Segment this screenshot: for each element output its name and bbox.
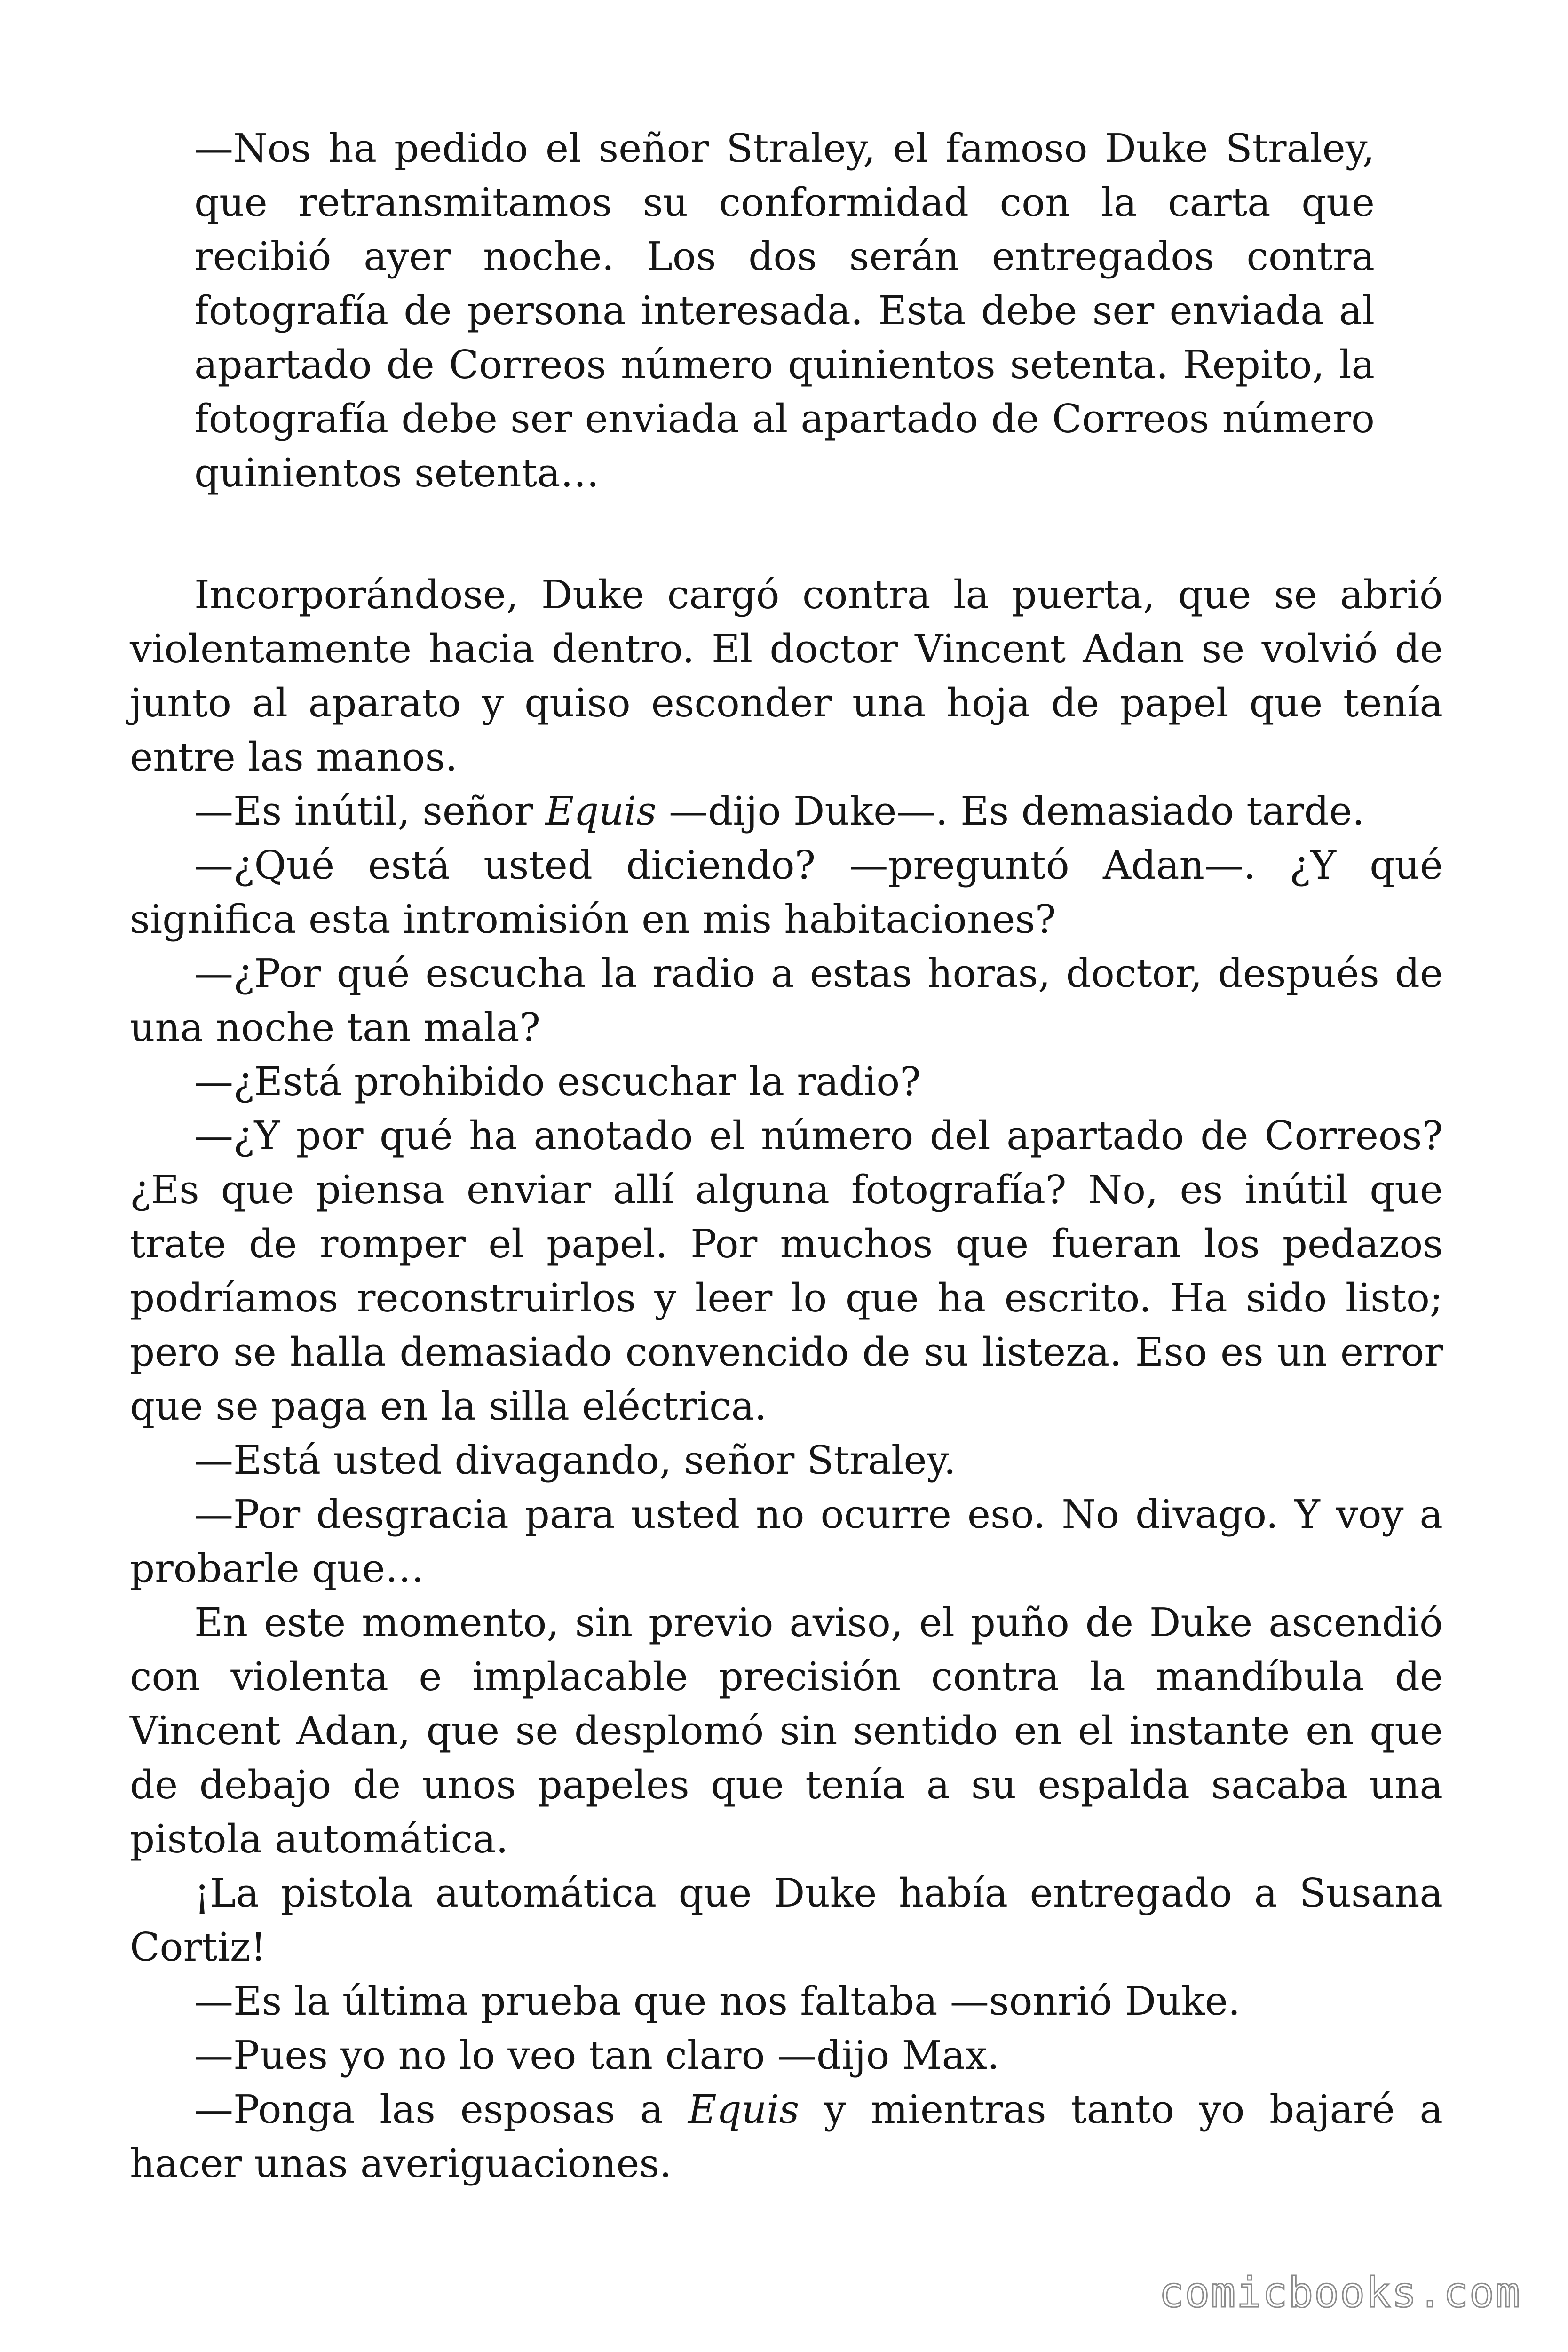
- paragraph: [130, 2082, 1443, 2191]
- radio-broadcast-block: [194, 121, 1375, 500]
- paragraph-text: —Ponga las esposas a: [194, 2087, 688, 2132]
- watermark: comicbooks.com: [1159, 2268, 1521, 2317]
- radio-broadcast-paragraph: —Nos ha pedido el señor Straley, el famoso Duke Straley, que retransmitamos su conformidad con la carta que recibió ayer noche. Los dos serán entregados contra fotografía de persona interesada. Esta debe ser enviada al apartado de Correos número quinientos setenta. Repito, la fotografía debe ser enviada al apartado de Correos número quinientos setenta…: [194, 126, 1375, 496]
- paragraph: —¿Está prohibido escuchar la radio?: [194, 1059, 921, 1104]
- paragraph-text: —dijo Duke—. Es demasiado tarde.: [656, 788, 1365, 834]
- paragraph: Incorporándose, Duke cargó contra la puerta, que se abrió violentamente hacia dentro. El doctor Vincent Adan se volvió de junto al aparato y quiso esconder una hoja de papel que tenía entre las manos.: [130, 572, 1443, 780]
- paragraph: En este momento, sin previo aviso, el puño de Duke ascendió con violenta e implacable precisión contra la mandíbula de Vincent Adan, que se desplomó sin sentido en el instante en que de debajo de unos papeles que tenía a su espalda sacaba una pistola automática.: [130, 1600, 1443, 1862]
- paragraph: [130, 784, 1443, 838]
- narrative-text: [130, 568, 1443, 2191]
- paragraph: —¿Qué está usted diciendo? —preguntó Adan—. ¿Y qué significa esta intromisión en mis habitaciones?: [130, 842, 1443, 942]
- paragraph: —¿Y por qué ha anotado el número del apartado de Correos? ¿Es que piensa enviar allí alguna fotografía? No, es inútil que trate de romper el papel. Por muchos que fueran los pedazos podríamos reconstruirlos y leer lo que ha escrito. Ha sido listo; pero se halla demasiado convencido de su listeza. Eso es un error que se paga en la silla eléctrica.: [130, 1113, 1443, 1429]
- paragraph: —Es la última prueba que nos faltaba —sonrió Duke.: [194, 1979, 1241, 2024]
- paragraph-text: —Es inútil, señor: [194, 788, 546, 834]
- paragraph: —Por desgracia para usted no ocurre eso. No divago. Y voy a probarle que…: [130, 1492, 1443, 1591]
- paragraph: —Pues yo no lo veo tan claro —dijo Max.: [194, 2033, 1000, 2078]
- paragraph: ¡La pistola automática que Duke había entregado a Susana Cortiz!: [130, 1870, 1443, 1970]
- paragraph-text: y mientras tanto yo bajaré a hacer unas averiguaciones.: [130, 2087, 1443, 2186]
- italic-name: Equis: [688, 2087, 800, 2132]
- paragraph: —¿Por qué escucha la radio a estas horas, doctor, después de una noche tan mala?: [130, 951, 1443, 1050]
- italic-name: Equis: [545, 788, 657, 834]
- paragraph: —Está usted divagando, señor Straley.: [194, 1438, 956, 1483]
